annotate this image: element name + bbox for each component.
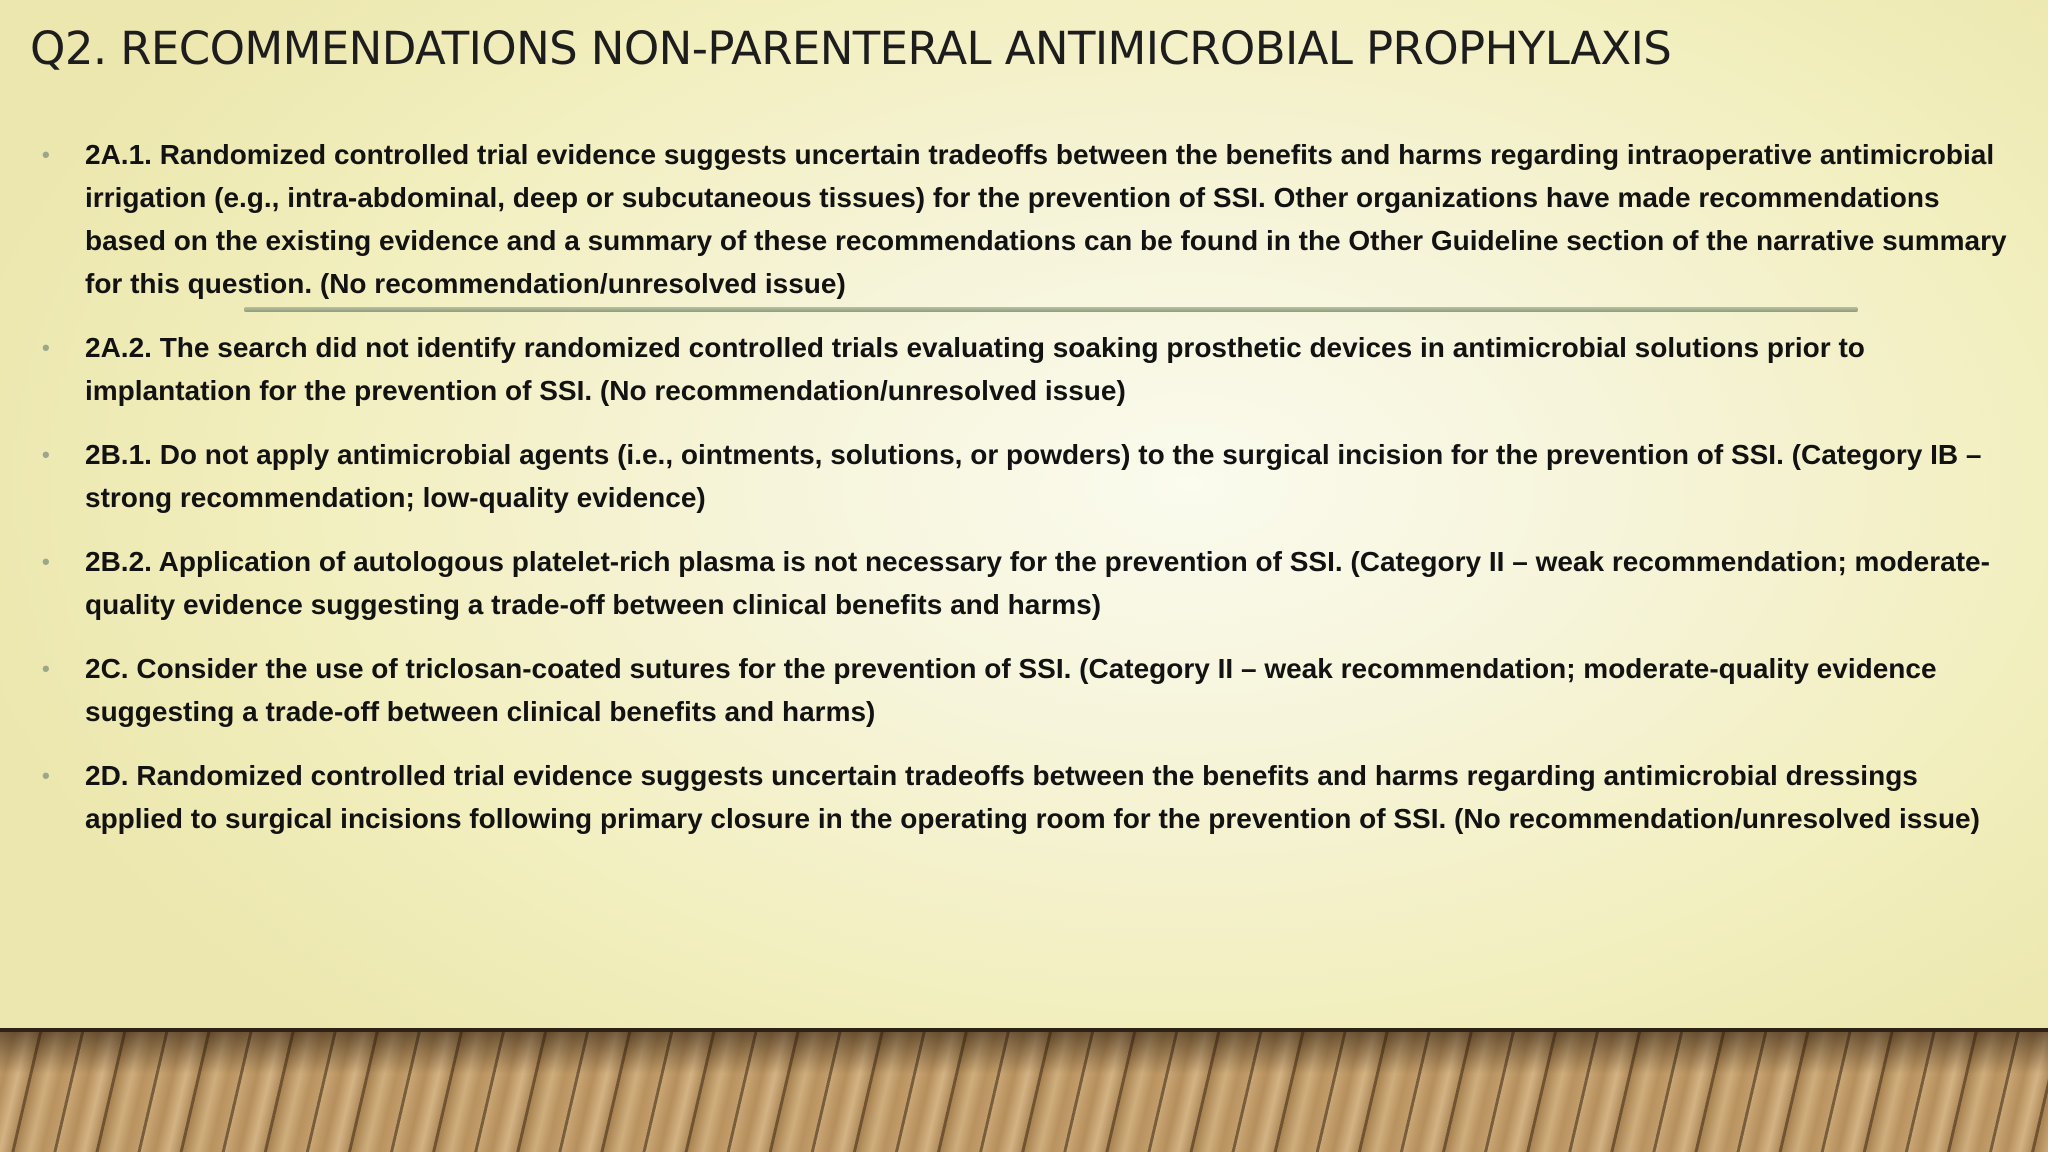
bullet-text: 2A.1. Randomized controlled trial evidence suggests uncertain tradeoffs between the benefits and harms regarding intraoperative antimicrobial irrigation (e.g., intra-abdominal, deep or subcutaneous tissues) for the prevention of SSI. Other organizations have made recommendations based on the existing evidence and a summary of these recommendations can be found in the Other Guideline section of the narrative summary for this question. (No recommendation/unresolved issue) (85, 139, 2007, 299)
bullet-list (42, 133, 2012, 861)
bullet-text: 2A.2. The search did not identify randomized controlled trials evaluating soaking prosthetic devices in antimicrobial solutions prior to implantation for the prevention of SSI. (No recommendation/unresolved issue) (85, 332, 1865, 406)
bullet-item-2d (42, 754, 2012, 840)
bullet-dot-icon: • (42, 549, 50, 574)
bullet-item-2a1 (42, 133, 2012, 305)
slide-title: Q2. RECOMMENDATIONS NON-PARENTERAL ANTIMICROBIAL PROPHYLAXIS (30, 22, 1672, 75)
bullet-text: 2B.2. Application of autologous platelet-rich plasma is not necessary for the prevention of SSI. (Category II – weak recommendation; moderate-quality evidence suggesting a trade-off between clinical benefits and harms) (85, 546, 1990, 620)
bullet-dot-icon: • (42, 442, 50, 467)
bullet-item-2b1 (42, 433, 2012, 519)
bullet-dot-icon: • (42, 335, 50, 360)
bullet-text: 2C. Consider the use of triclosan-coated sutures for the prevention of SSI. (Category II – weak recommendation; moderate-quality evidence suggesting a trade-off between clinical benefits and harms) (85, 653, 1937, 727)
bullet-item-2a2 (42, 326, 2012, 412)
bullet-item-2b2 (42, 540, 2012, 626)
wood-floor-decoration (0, 1028, 2048, 1152)
bullet-item-2c (42, 647, 2012, 733)
title-divider-line (244, 307, 1858, 312)
bullet-dot-icon: • (42, 142, 50, 167)
bullet-dot-icon: • (42, 656, 50, 681)
bullet-dot-icon: • (42, 763, 50, 788)
bullet-text: 2B.1. Do not apply antimicrobial agents (i.e., ointments, solutions, or powders) to the surgical incision for the prevention of SSI. (Category IB – strong recommendation; low-quality evidence) (85, 439, 1982, 513)
bullet-text: 2D. Randomized controlled trial evidence suggests uncertain tradeoffs between the benefits and harms regarding antimicrobial dressings applied to surgical incisions following primary closure in the operating room for the prevention of SSI. (No recommendation/unresolved issue) (85, 760, 1980, 834)
